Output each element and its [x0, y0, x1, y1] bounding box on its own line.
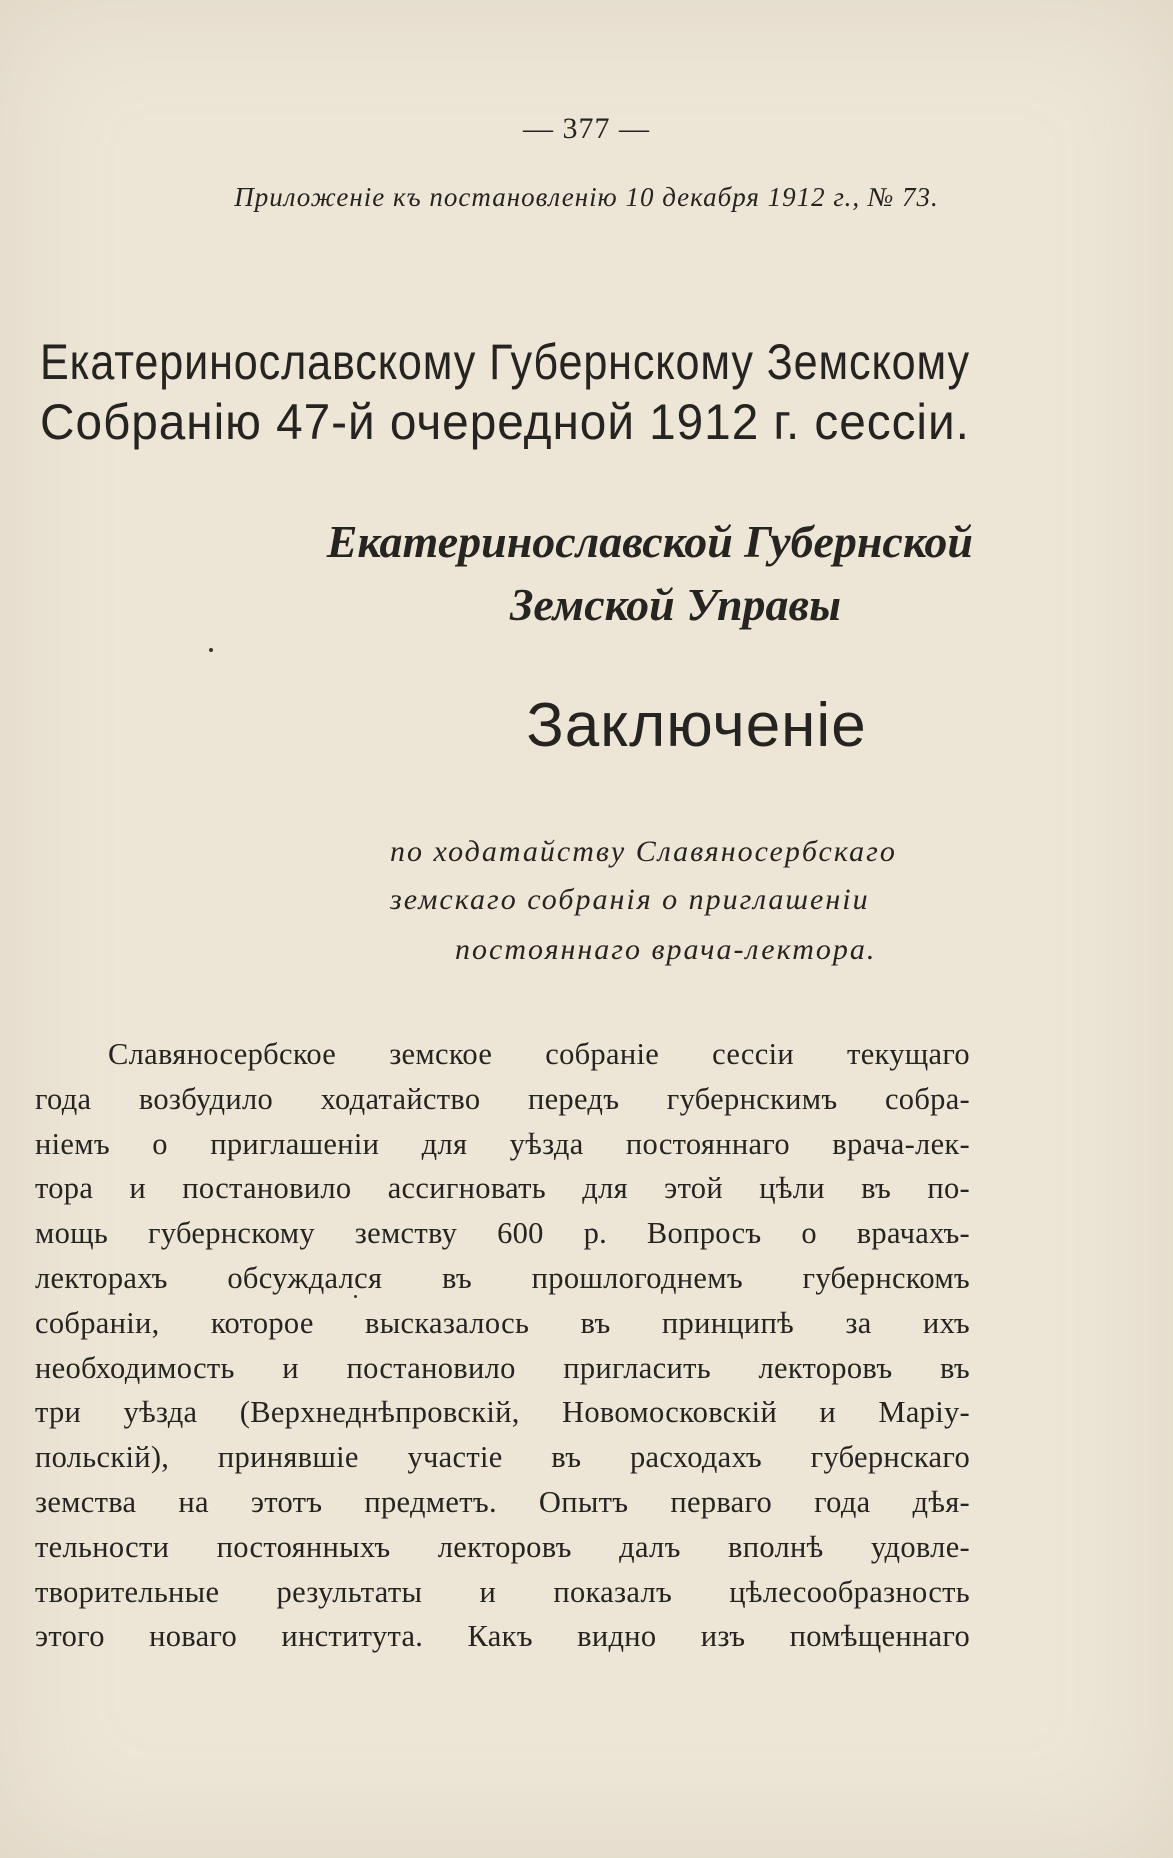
body-line: тельности постоянныхъ лекторовъ далъ вполнѣ удовле-	[35, 1529, 970, 1564]
body-line: Славяносербское земское собраніе сессіи текущаго	[108, 1037, 970, 1071]
body-paragraph	[35, 1032, 970, 1659]
body-line: года возбудило ходатайство передъ губернскимъ собра-	[35, 1081, 970, 1116]
authority-line-1: Екатеринославской Губернской	[326, 516, 973, 567]
ink-speck	[209, 648, 213, 652]
body-line: лекторахъ обсуждался въ прошлогоднемъ губернскомъ	[35, 1260, 970, 1295]
subject-line-1: по ходатайству Славяносербскаго	[390, 835, 897, 868]
authority-line-2: Земской Управы	[510, 579, 842, 630]
page-number: — 377 —	[523, 112, 650, 145]
body-line: тора и постановило ассигновать для этой цѣли въ по-	[35, 1171, 970, 1206]
body-line: земства на этотъ предметъ. Опытъ перваго года дѣя-	[35, 1484, 970, 1519]
appendix-note: Приложеніе къ постановленію 10 декабря 1912 г., № 73.	[234, 182, 939, 212]
body-line: три уѣзда (Верхнеднѣпровскій, Новомосковскій и Маріу-	[35, 1395, 970, 1430]
document-title: Заключеніе	[526, 691, 867, 760]
body-line: польскій), принявшіе участіе въ расходахъ губернскаго	[35, 1440, 970, 1475]
addressee-line-1: Екатеринославскому Губернскому Земскому	[40, 334, 970, 390]
body-line: ніемъ о приглашеніи для уѣзда постояннаго врача-лек-	[35, 1126, 970, 1161]
body-line: этого новаго института. Какъ видно изъ помѣщеннаго	[35, 1619, 970, 1654]
body-line: творительные результаты и показалъ цѣлесообразность	[35, 1574, 970, 1609]
body-line: собраніи, которое высказалось въ принципѣ за ихъ	[35, 1305, 970, 1340]
body-line: необходимость и постановило пригласить лекторовъ въ	[35, 1350, 970, 1385]
body-line: мощь губернскому земству 600 р. Вопросъ о врачахъ-	[35, 1216, 970, 1251]
subject-line-2: земскаго собранія о приглашеніи	[390, 883, 870, 916]
addressee-line-2: Собранію 47-й очередной 1912 г. сессіи.	[40, 394, 970, 450]
subject-line-3: постояннаго врача-лектора.	[455, 933, 877, 966]
ink-speck	[354, 1295, 357, 1298]
